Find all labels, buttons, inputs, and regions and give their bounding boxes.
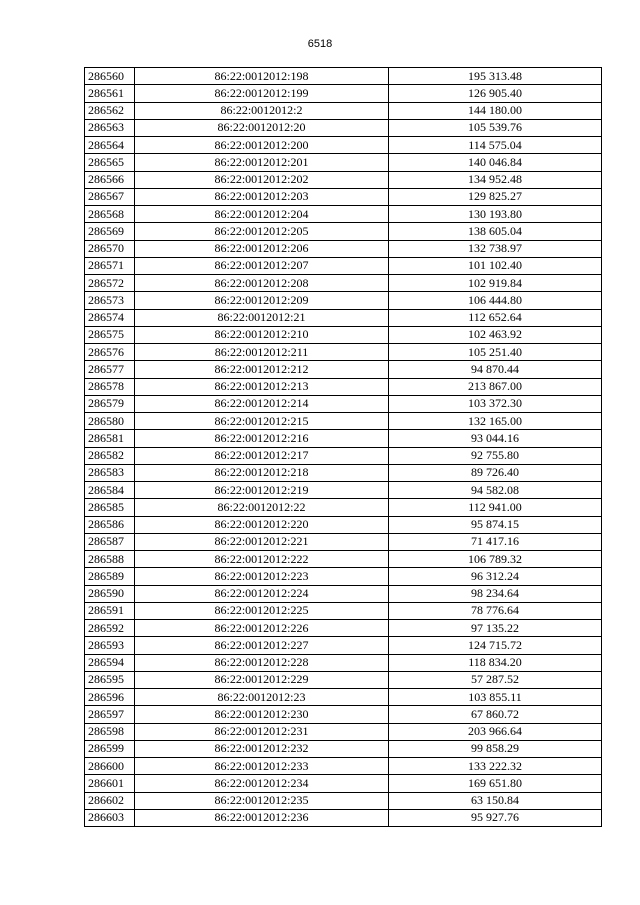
cadastral-value-cell: 124 715.72 xyxy=(389,637,602,654)
cadastral-value-cell: 93 044.16 xyxy=(389,430,602,447)
cadastral-number-cell: 86:22:0012012:227 xyxy=(135,637,389,654)
cadastral-number-cell: 86:22:0012012:220 xyxy=(135,516,389,533)
row-id-cell: 286602 xyxy=(85,792,135,809)
cadastral-number-cell: 86:22:0012012:213 xyxy=(135,378,389,395)
table-row xyxy=(85,568,602,585)
table-row xyxy=(85,102,602,119)
table-row xyxy=(85,344,602,361)
table-row xyxy=(85,257,602,274)
table-row xyxy=(85,223,602,240)
row-id-cell: 286579 xyxy=(85,395,135,412)
cadastral-value-cell: 103 855.11 xyxy=(389,689,602,706)
row-id-cell: 286567 xyxy=(85,188,135,205)
cadastral-number-cell: 86:22:0012012:200 xyxy=(135,137,389,154)
cadastral-number-cell: 86:22:0012012:231 xyxy=(135,723,389,740)
cadastral-value-cell: 169 651.80 xyxy=(389,775,602,792)
row-id-cell: 286571 xyxy=(85,257,135,274)
row-id-cell: 286593 xyxy=(85,637,135,654)
cadastral-number-cell: 86:22:0012012:234 xyxy=(135,775,389,792)
cadastral-number-cell: 86:22:0012012:198 xyxy=(135,68,389,85)
cadastral-value-cell: 98 234.64 xyxy=(389,585,602,602)
cadastral-number-cell: 86:22:0012012:201 xyxy=(135,154,389,171)
table-row xyxy=(85,499,602,516)
cadastral-value-cell: 195 313.48 xyxy=(389,68,602,85)
cadastral-number-cell: 86:22:0012012:225 xyxy=(135,602,389,619)
table-row xyxy=(85,378,602,395)
table-row xyxy=(85,206,602,223)
cadastral-value-cell: 112 941.00 xyxy=(389,499,602,516)
row-id-cell: 286562 xyxy=(85,102,135,119)
table-body xyxy=(85,68,602,827)
table-row xyxy=(85,188,602,205)
table-row xyxy=(85,654,602,671)
cadastral-value-cell: 78 776.64 xyxy=(389,602,602,619)
cadastral-value-table xyxy=(84,67,602,827)
cadastral-value-cell: 95 927.76 xyxy=(389,809,602,826)
cadastral-number-cell: 86:22:0012012:229 xyxy=(135,671,389,688)
cadastral-number-cell: 86:22:0012012:212 xyxy=(135,361,389,378)
cadastral-value-cell: 105 539.76 xyxy=(389,119,602,136)
row-id-cell: 286583 xyxy=(85,464,135,481)
row-id-cell: 286569 xyxy=(85,223,135,240)
cadastral-number-cell: 86:22:0012012:214 xyxy=(135,395,389,412)
cadastral-number-cell: 86:22:0012012:208 xyxy=(135,275,389,292)
cadastral-value-cell: 105 251.40 xyxy=(389,344,602,361)
table-row xyxy=(85,154,602,171)
cadastral-value-cell: 94 582.08 xyxy=(389,482,602,499)
table-row xyxy=(85,171,602,188)
cadastral-value-cell: 101 102.40 xyxy=(389,257,602,274)
row-id-cell: 286586 xyxy=(85,516,135,533)
cadastral-number-cell: 86:22:0012012:22 xyxy=(135,499,389,516)
cadastral-number-cell: 86:22:0012012:203 xyxy=(135,188,389,205)
table-row xyxy=(85,119,602,136)
table-row xyxy=(85,464,602,481)
cadastral-value-cell: 134 952.48 xyxy=(389,171,602,188)
table-row xyxy=(85,395,602,412)
table-row xyxy=(85,68,602,85)
row-id-cell: 286591 xyxy=(85,602,135,619)
row-id-cell: 286588 xyxy=(85,551,135,568)
row-id-cell: 286601 xyxy=(85,775,135,792)
row-id-cell: 286589 xyxy=(85,568,135,585)
cadastral-number-cell: 86:22:0012012:228 xyxy=(135,654,389,671)
cadastral-number-cell: 86:22:0012012:207 xyxy=(135,257,389,274)
table-row xyxy=(85,637,602,654)
cadastral-value-cell: 132 738.97 xyxy=(389,240,602,257)
row-id-cell: 286573 xyxy=(85,292,135,309)
table-row xyxy=(85,585,602,602)
table-row xyxy=(85,758,602,775)
row-id-cell: 286603 xyxy=(85,809,135,826)
cadastral-number-cell: 86:22:0012012:217 xyxy=(135,447,389,464)
row-id-cell: 286584 xyxy=(85,482,135,499)
cadastral-number-cell: 86:22:0012012:209 xyxy=(135,292,389,309)
cadastral-value-cell: 102 463.92 xyxy=(389,326,602,343)
cadastral-number-cell: 86:22:0012012:216 xyxy=(135,430,389,447)
row-id-cell: 286600 xyxy=(85,758,135,775)
row-id-cell: 286575 xyxy=(85,326,135,343)
table-row xyxy=(85,792,602,809)
cadastral-value-cell: 213 867.00 xyxy=(389,378,602,395)
row-id-cell: 286597 xyxy=(85,706,135,723)
cadastral-number-cell: 86:22:0012012:226 xyxy=(135,620,389,637)
table-row xyxy=(85,602,602,619)
row-id-cell: 286595 xyxy=(85,671,135,688)
table-row xyxy=(85,775,602,792)
cadastral-number-cell: 86:22:0012012:230 xyxy=(135,706,389,723)
cadastral-value-cell: 106 789.32 xyxy=(389,551,602,568)
row-id-cell: 286594 xyxy=(85,654,135,671)
row-id-cell: 286574 xyxy=(85,309,135,326)
cadastral-value-cell: 114 575.04 xyxy=(389,137,602,154)
row-id-cell: 286590 xyxy=(85,585,135,602)
cadastral-number-cell: 86:22:0012012:232 xyxy=(135,740,389,757)
table-row xyxy=(85,275,602,292)
cadastral-number-cell: 86:22:0012012:199 xyxy=(135,85,389,102)
table-row xyxy=(85,292,602,309)
row-id-cell: 286565 xyxy=(85,154,135,171)
table-row xyxy=(85,137,602,154)
row-id-cell: 286563 xyxy=(85,119,135,136)
table-row xyxy=(85,671,602,688)
cadastral-number-cell: 86:22:0012012:205 xyxy=(135,223,389,240)
row-id-cell: 286560 xyxy=(85,68,135,85)
table-row xyxy=(85,482,602,499)
row-id-cell: 286570 xyxy=(85,240,135,257)
cadastral-number-cell: 86:22:0012012:20 xyxy=(135,119,389,136)
table-row xyxy=(85,309,602,326)
cadastral-number-cell: 86:22:0012012:219 xyxy=(135,482,389,499)
cadastral-value-cell: 118 834.20 xyxy=(389,654,602,671)
row-id-cell: 286566 xyxy=(85,171,135,188)
table-row xyxy=(85,723,602,740)
cadastral-number-cell: 86:22:0012012:210 xyxy=(135,326,389,343)
table-row xyxy=(85,533,602,550)
cadastral-number-cell: 86:22:0012012:215 xyxy=(135,413,389,430)
table-row xyxy=(85,447,602,464)
cadastral-value-cell: 132 165.00 xyxy=(389,413,602,430)
cadastral-number-cell: 86:22:0012012:224 xyxy=(135,585,389,602)
cadastral-number-cell: 86:22:0012012:21 xyxy=(135,309,389,326)
row-id-cell: 286561 xyxy=(85,85,135,102)
row-id-cell: 286592 xyxy=(85,620,135,637)
row-id-cell: 286580 xyxy=(85,413,135,430)
cadastral-value-cell: 89 726.40 xyxy=(389,464,602,481)
cadastral-value-cell: 92 755.80 xyxy=(389,447,602,464)
row-id-cell: 286577 xyxy=(85,361,135,378)
cadastral-number-cell: 86:22:0012012:23 xyxy=(135,689,389,706)
table-row xyxy=(85,240,602,257)
cadastral-value-cell: 103 372.30 xyxy=(389,395,602,412)
row-id-cell: 286596 xyxy=(85,689,135,706)
cadastral-value-cell: 71 417.16 xyxy=(389,533,602,550)
table-row xyxy=(85,551,602,568)
cadastral-value-cell: 106 444.80 xyxy=(389,292,602,309)
row-id-cell: 286576 xyxy=(85,344,135,361)
cadastral-number-cell: 86:22:0012012:233 xyxy=(135,758,389,775)
table-row xyxy=(85,516,602,533)
cadastral-value-cell: 112 652.64 xyxy=(389,309,602,326)
page-number: 6518 xyxy=(307,38,333,50)
row-id-cell: 286581 xyxy=(85,430,135,447)
table-row xyxy=(85,430,602,447)
cadastral-value-cell: 144 180.00 xyxy=(389,102,602,119)
table-row xyxy=(85,620,602,637)
row-id-cell: 286568 xyxy=(85,206,135,223)
cadastral-value-cell: 94 870.44 xyxy=(389,361,602,378)
cadastral-number-cell: 86:22:0012012:211 xyxy=(135,344,389,361)
cadastral-value-cell: 126 905.40 xyxy=(389,85,602,102)
cadastral-value-cell: 129 825.27 xyxy=(389,188,602,205)
cadastral-value-cell: 130 193.80 xyxy=(389,206,602,223)
cadastral-value-cell: 133 222.32 xyxy=(389,758,602,775)
table-row xyxy=(85,809,602,826)
cadastral-number-cell: 86:22:0012012:206 xyxy=(135,240,389,257)
table-row xyxy=(85,413,602,430)
row-id-cell: 286598 xyxy=(85,723,135,740)
row-id-cell: 286578 xyxy=(85,378,135,395)
table-row xyxy=(85,85,602,102)
cadastral-value-cell: 140 046.84 xyxy=(389,154,602,171)
table-row xyxy=(85,361,602,378)
cadastral-number-cell: 86:22:0012012:223 xyxy=(135,568,389,585)
cadastral-value-cell: 96 312.24 xyxy=(389,568,602,585)
row-id-cell: 286572 xyxy=(85,275,135,292)
cadastral-number-cell: 86:22:0012012:204 xyxy=(135,206,389,223)
table-row xyxy=(85,706,602,723)
cadastral-number-cell: 86:22:0012012:2 xyxy=(135,102,389,119)
cadastral-value-cell: 97 135.22 xyxy=(389,620,602,637)
table-row xyxy=(85,740,602,757)
cadastral-value-cell: 102 919.84 xyxy=(389,275,602,292)
cadastral-value-cell: 138 605.04 xyxy=(389,223,602,240)
cadastral-number-cell: 86:22:0012012:235 xyxy=(135,792,389,809)
cadastral-value-cell: 99 858.29 xyxy=(389,740,602,757)
cadastral-value-cell: 95 874.15 xyxy=(389,516,602,533)
cadastral-number-cell: 86:22:0012012:218 xyxy=(135,464,389,481)
cadastral-number-cell: 86:22:0012012:222 xyxy=(135,551,389,568)
row-id-cell: 286599 xyxy=(85,740,135,757)
table-row xyxy=(85,689,602,706)
table-row xyxy=(85,326,602,343)
row-id-cell: 286585 xyxy=(85,499,135,516)
row-id-cell: 286587 xyxy=(85,533,135,550)
row-id-cell: 286564 xyxy=(85,137,135,154)
cadastral-value-cell: 63 150.84 xyxy=(389,792,602,809)
cadastral-number-cell: 86:22:0012012:236 xyxy=(135,809,389,826)
row-id-cell: 286582 xyxy=(85,447,135,464)
cadastral-value-cell: 57 287.52 xyxy=(389,671,602,688)
cadastral-value-cell: 203 966.64 xyxy=(389,723,602,740)
cadastral-number-cell: 86:22:0012012:221 xyxy=(135,533,389,550)
cadastral-value-cell: 67 860.72 xyxy=(389,706,602,723)
cadastral-number-cell: 86:22:0012012:202 xyxy=(135,171,389,188)
